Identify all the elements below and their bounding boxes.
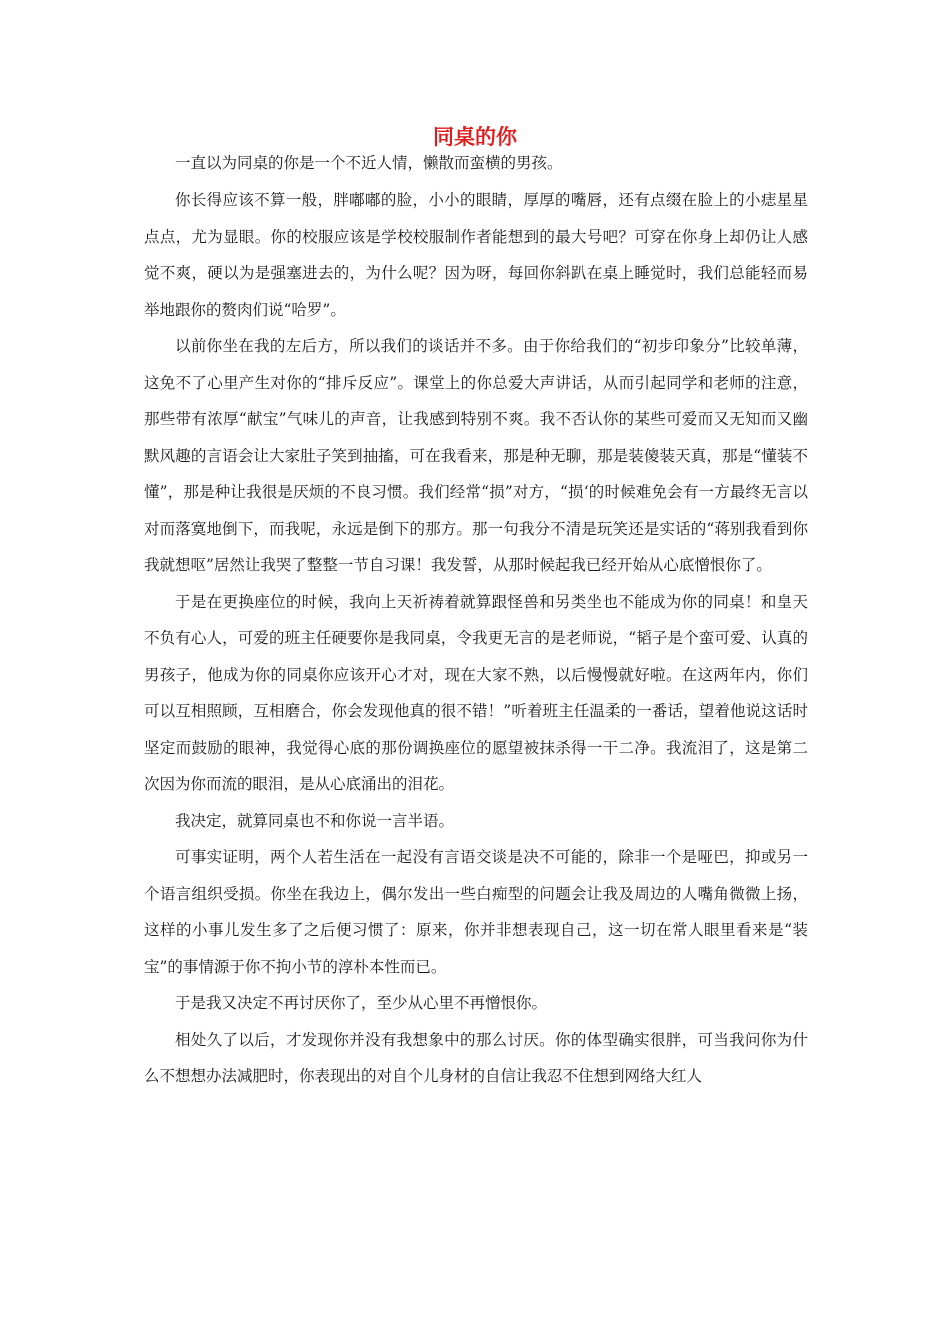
paragraph: 于是我又决定不再讨厌你了，至少从心里不再憎恨你。 <box>175 994 548 1012</box>
paragraph: 于是在更换座位的时候，我向上天祈祷着就算跟怪兽和另类坐也不能成为你的同桌！和皇天不负有心人，可爱的班主任硬要你是我同桌，令我更无言的是老师说，“韬子是个蛮可爱、认真的男孩子，他成为你的同桌你应该开心才对，现在大家不熟，以后慢慢就好啦。在这两年内，你们可以互相照顾，互相磨合，你会发现他真的很不错！”听着班主任温柔的一番话，望着他说这话时坚定而鼓励的眼神，我觉得心底的那份调换座位的愿望被抹杀得一干二净。我流泪了，这是第二次因为你而流的眼泪，是从心底涌出的泪花。 <box>144 592 808 793</box>
paragraph: 相处久了以后，才发现你并没有我想象中的那么讨厌。你的体型确实很胖，可当我问你为什么不想想办法减肥时，你表现出的对自个儿身材的自信让我忍不住想到网络大红人 <box>144 1030 808 1085</box>
paragraph: 我决定，就算同桌也不和你说一言半语。 <box>175 811 455 830</box>
paragraph: 可事实证明，两个人若生活在一起没有言语交谈是决不可能的，除非一个是哑巴，抑或另一个语言组织受损。你坐在我边上，偶尔发出一些白痴型的问题会让我及周边的人嘴角微微上扬，这样的小事儿发生多了之后便习惯了：原来，你并非想表现自己，这一切在常人眼里看来是“装宝”的事情源于你不拘小节的淳朴本性而已。 <box>144 848 808 976</box>
paragraph: 一直以为同桌的你是一个不近人情，懒散而蛮横的男孩。 <box>175 154 563 172</box>
document-title: 同桌的你 <box>433 125 517 149</box>
paragraph: 你长得应该不算一般，胖嘟嘟的脸，小小的眼睛，厚厚的嘴唇，还有点缀在脸上的小痣星星点点，尤为显眼。你的校服应该是学校校服制作者能想到的最大号吧？可穿在你身上却仍让人感觉不爽，硬以为是强塞进去的，为什么呢？因为呀，每回你斜趴在桌上睡觉时，我们总能轻而易举地跟你的赘肉们说“哈罗”。 <box>144 191 808 319</box>
document-body <box>144 149 808 1095</box>
paragraph: 以前你坐在我的左后方，所以我们的谈话并不多。由于你给我们的“初步印象分”比较单薄，这免不了心里产生对你的“排斥反应”。课堂上的你总爱大声讲话，从而引起同学和老师的注意，那些带有浓厚“献宝”气味儿的声音，让我感到特别不爽。我不否认你的某些可爱而又无知而又幽默风趣的言语会让大家肚子笑到抽搐，可在我看来，那是种无聊，那是装傻装天真，那是“懂装不懂”，那是种让我很是厌烦的不良习惯。我们经常“损”对方，“损‘的时候难免会有一方最终无言以对而落寞地倒下，而我呢，永远是倒下的那方。那一句我分不清是玩笑还是实话的“蒋别我看到你我就想呕”居然让我哭了整整一节自习课！我发誓，从那时候起我已经开始从心底憎恨你了。 <box>144 337 808 574</box>
